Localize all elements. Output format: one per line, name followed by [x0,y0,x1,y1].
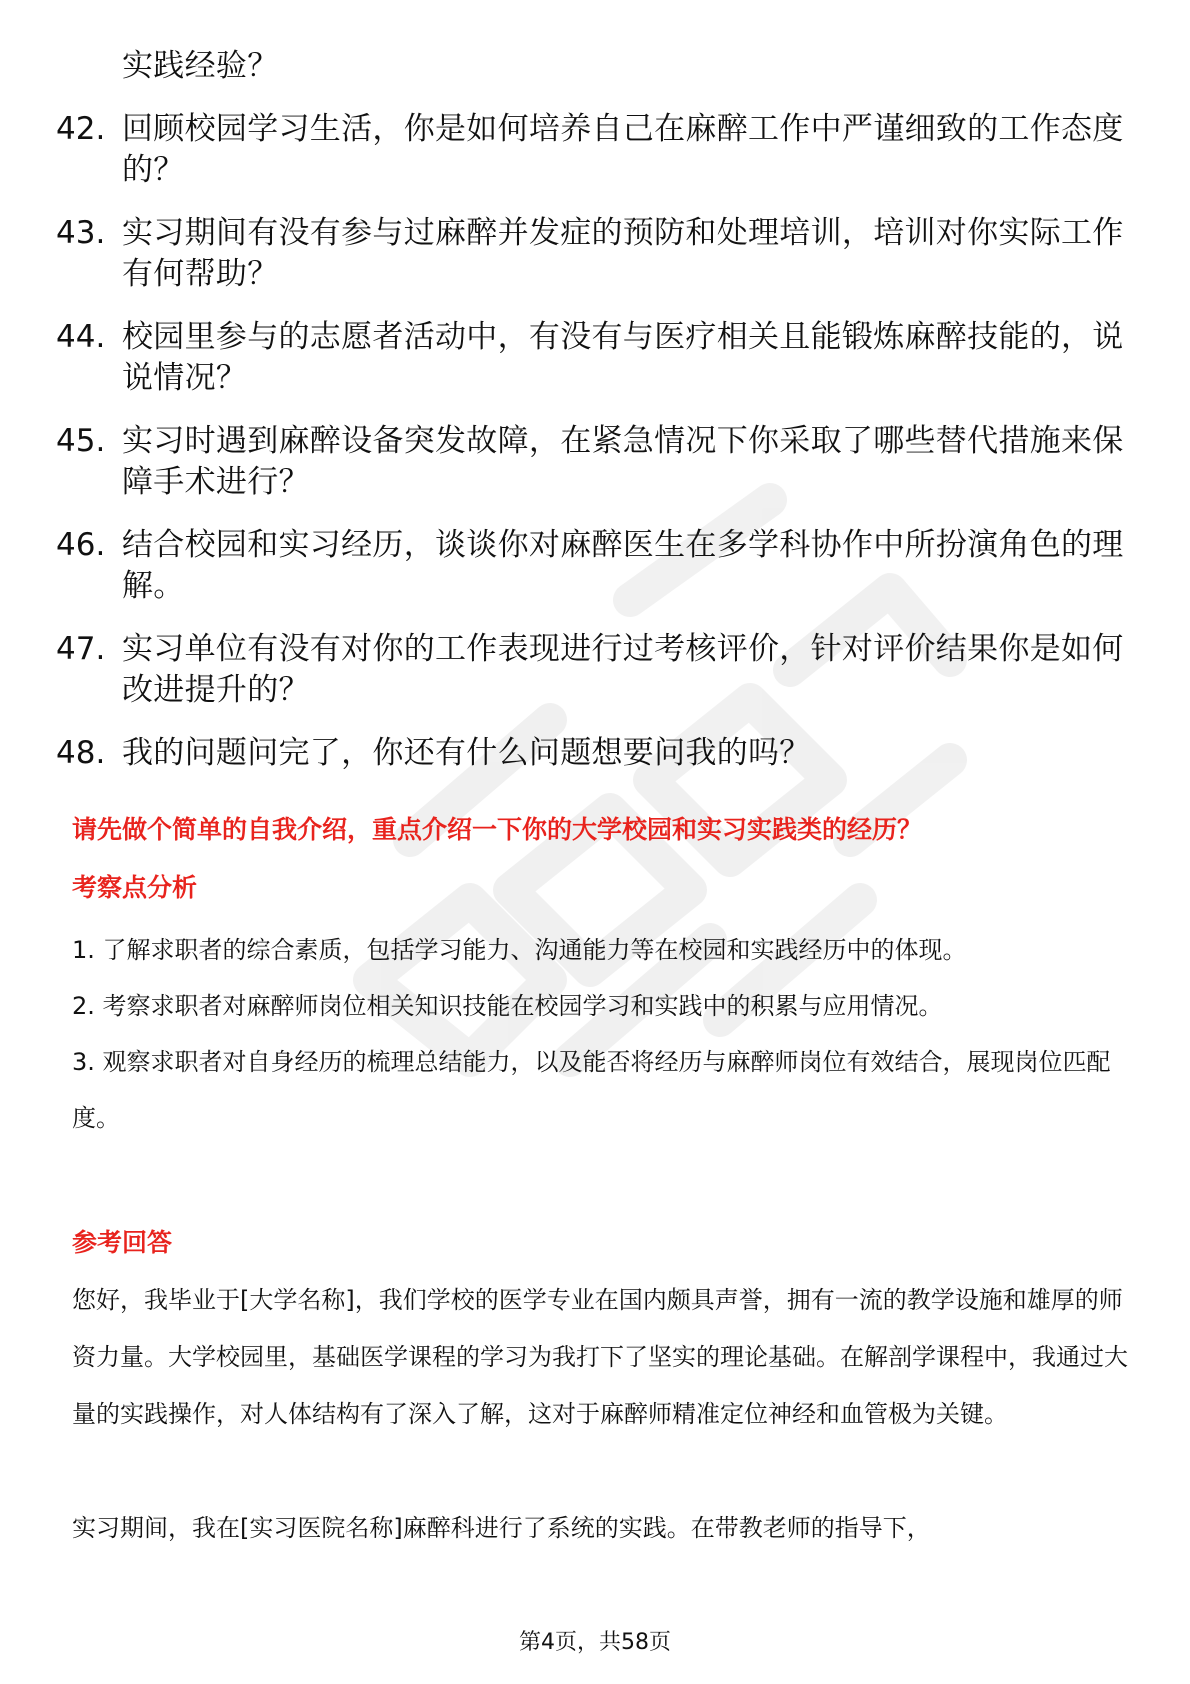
question-text: 实习期间有没有参与过麻醉并发症的预防和处理培训，培训对你实际工作有何帮助？ [122,215,1124,292]
question-item [56,109,1136,191]
answer-paragraph: 您好，我毕业于[大学名称]，我们学校的医学专业在国内颇具声誉，拥有一流的教学设施和雄厚的师资力量。大学校园里，基础医学课程的学习为我打下了坚实的理论基础。在解剖学课程中，我通过大量的实践操作，对人体结构有了深入了解，这对于麻醉师精准定位神经和血管极为关键。 [72,1286,1128,1428]
analysis-point: 1. 了解求职者的综合素质，包括学习能力、沟通能力等在校园和实践经历中的体现。 [72,936,967,964]
question-text: 实习单位有没有对你的工作表现进行过考核评价，针对评价结果你是如何改进提升的？ [122,631,1124,708]
question-text: 结合校园和实习经历，谈谈你对麻醉医生在多学科协作中所扮演角色的理解。 [122,527,1124,604]
answer-heading: 参考回答 [72,1228,173,1257]
question-number: 45. [56,423,106,459]
analysis-point: 2. 考察求职者对麻醉师岗位相关知识技能在校园学习和实践中的积累与应用情况。 [72,992,943,1020]
question-text: 校园里参与的志愿者活动中，有没有与医疗相关且能锻炼麻醉技能的，说说情况？ [122,319,1124,396]
analysis-points [72,922,1132,1146]
question-text: 实习时遇到麻醉设备突发故障，在紧急情况下你采取了哪些替代措施来保障手术进行？ [122,423,1124,500]
question-number: 46. [56,527,106,563]
answer-body [72,1272,1132,1557]
question-item [56,213,1136,295]
question-text: 回顾校园学习生活，你是如何培养自己在麻醉工作中严谨细致的工作态度的？ [122,111,1124,188]
question-number: 42. [56,111,106,147]
question-list [56,46,1136,796]
main-question-title: 请先做个简单的自我介绍，重点介绍一下你的大学校园和实习实践类的经历？ [72,815,923,844]
question-item [56,629,1136,711]
question-text: 实践经验？ [122,48,279,84]
analysis-heading: 考察点分析 [72,873,198,902]
analysis-point: 3. 观察求职者对自身经历的梳理总结能力，以及能否将经历与麻醉师岗位有效结合，展现岗位匹配度。 [72,1048,1111,1132]
question-number: 43. [56,215,106,251]
question-item [56,317,1136,399]
question-item [56,733,1136,774]
page-footer: 第4页，共58页 [519,1630,671,1655]
answer-paragraph: 实习期间，我在[实习医院名称]麻醉科进行了系统的实践。在带教老师的指导下， [72,1514,931,1542]
question-number: 47. [56,631,106,667]
question-item [56,525,1136,607]
question-item [56,421,1136,503]
question-number: 48. [56,735,106,771]
question-text: 我的问题问完了，你还有什么问题想要问我的吗？ [122,735,811,771]
question-number: 44. [56,319,106,355]
question-item [56,46,1136,87]
